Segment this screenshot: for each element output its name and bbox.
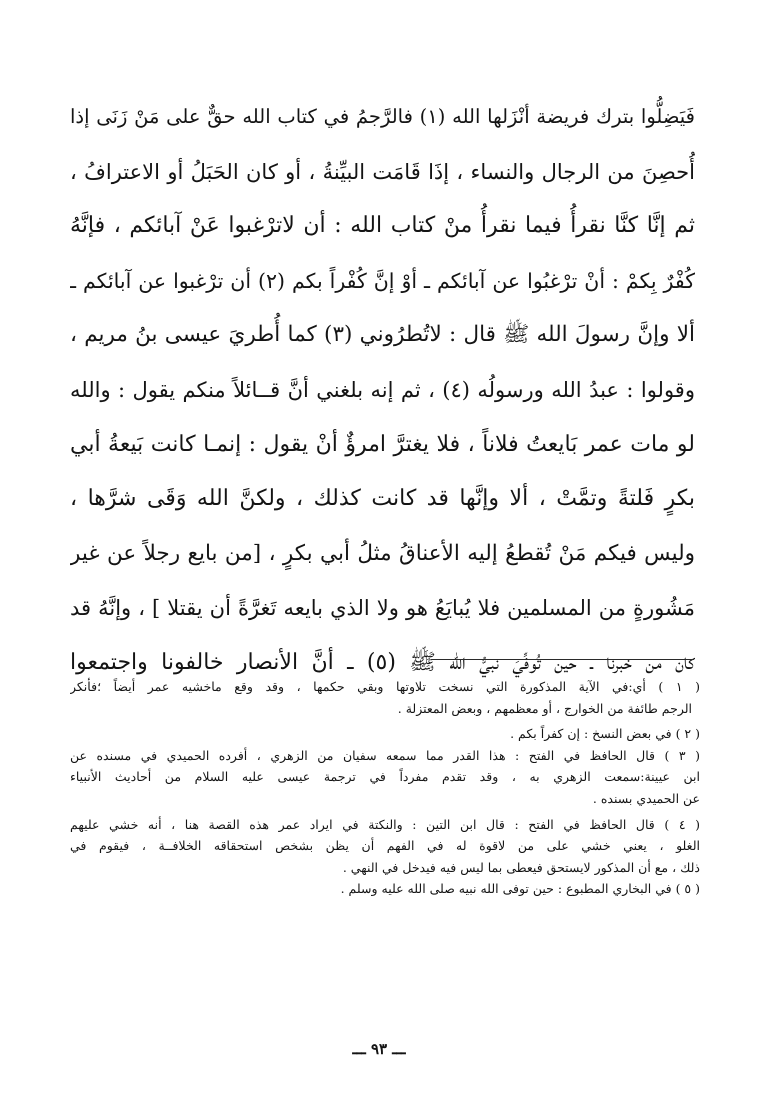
main-text-line: وليس فيكم مَنْ تُقطعُ إليه الأعناقُ مثلُ أبي بكرٍ ، [من بايع رجلاً عن غير (70, 540, 695, 566)
main-text-block (70, 90, 695, 691)
footnote-line: ذلك ، مع أن المذكور لايستحق فيعطى بما ليس فيه فيدخل في النهي . (342, 859, 700, 875)
main-text-line: فَيَضِلُّوا بترك فريضة أنْزَلها الله (١) فالرَّجمُ في كتاب الله حقٌّ على مَنْ زَنَى إذا (70, 105, 695, 128)
page-number: ـــ ٩٣ ـــ (352, 1040, 406, 1058)
footnote-line: ابن عيينة:سمعت الزهري به ، وقد تقدم مفرداً في ترجمة عيسى عليه السلام من أحاديث الأنبياء (70, 769, 700, 785)
footnote-line: عن الحميدي بسنده . (592, 790, 700, 806)
footnote-line: ( ٥ ) في البخاري المطبوع : حين توفى الله نبيه صلى الله عليه وسلم . (340, 881, 700, 897)
footnote-1 (70, 676, 700, 719)
footnote-5 (70, 878, 700, 900)
footnotes-block (70, 676, 700, 900)
main-text-line: مَشُورةٍ من المسلمين فلا يُبايَعُ هو ولا الذي بايعه تَغرَّةً أن يقتلا ] ، وإنَّهُ قد (70, 596, 695, 621)
main-text-line: كان من خبرنا ـ حين تُوفِّيَ نبيُّ الله ﷺ (٥) ـ أنَّ الأنصار خالفونا واجتمعوا (70, 649, 695, 675)
footnote-line: ( ١ ) أي:في الآية المذكورة التي نسخت تلاوتها وبقي حكمها ، وقد وقع ماخشيه عمر أيضاً ؛فأنكر (70, 679, 700, 694)
main-text-line: ثم إنَّا كنَّا نقرأُ فيما نقرأُ منْ كتاب الله : أن لاترْغبوا عَنْ آبائكم ، فإنَّهُ (70, 213, 695, 239)
main-text-line: لو مات عمر بَايعتُ فلاناً ، فلا يغترَّ امرؤٌ أنْ يقول : إنمـا كانت بَيعةُ أبي (70, 431, 695, 457)
footnote-line: الرجم طائفة من الخوارج ، أو معظمهم ، وبعض المعتزلة . (397, 700, 692, 716)
footnote-2 (70, 723, 700, 745)
footnote-line: ( ٤ ) قال الحافظ في الفتح : قال ابن التين : والنكتة في ايراد عمر هذه القصة هنا ، أنه خشي عليهم (70, 816, 700, 832)
footnote-separator (431, 659, 694, 660)
main-text-line: كُفْرٌ بِكمْ : أنْ ترْغبُوا عن آبائكم ـ أوْ إنَّ كُفْراً بكم (٢) أن ترْغبوا عن آبائكم ـ (70, 268, 695, 293)
main-text-line: بكرٍ فَلتةً وتمَّتْ ، ألا وإنَّها قد كانت كذلك ، ولكنَّ الله وَقَى شرَّها ، (70, 486, 695, 512)
footnote-line: ( ٢ ) في بعض النسخ : إن كفراً بكم . (510, 726, 700, 742)
footnote-4 (70, 814, 700, 879)
footnote-line: الغلو ، يعني خشي على من لاقوة له في الفهم أن يظن بشخص استحقاقه الخلافــة ، فيقوم في (70, 838, 700, 854)
main-text-line: وقولوا : عبدُ الله ورسولُه (٤) ، ثم إنه بلغني أنَّ قــائلاً منكم يقول : والله (70, 377, 695, 402)
main-text-line: أُحصِنَ من الرجال والنساء ، إذَا قَامَت البيِّنةُ ، أو كان الحَبَلُ أو الاعترافُ ، (70, 159, 695, 184)
main-text-line: ألا وإنَّ رسولَ الله ﷺ قال : لاتُطرُوني (٣) كما أُطريَ عيسى بنُ مريم ، (70, 322, 695, 348)
footnote-3 (70, 745, 700, 810)
footnote-line: ( ٣ ) قال الحافظ في الفتح : هذا القدر مما سمعه سفيان من الزهري ، أفرده الحميدي في مسنده عن (70, 747, 700, 763)
